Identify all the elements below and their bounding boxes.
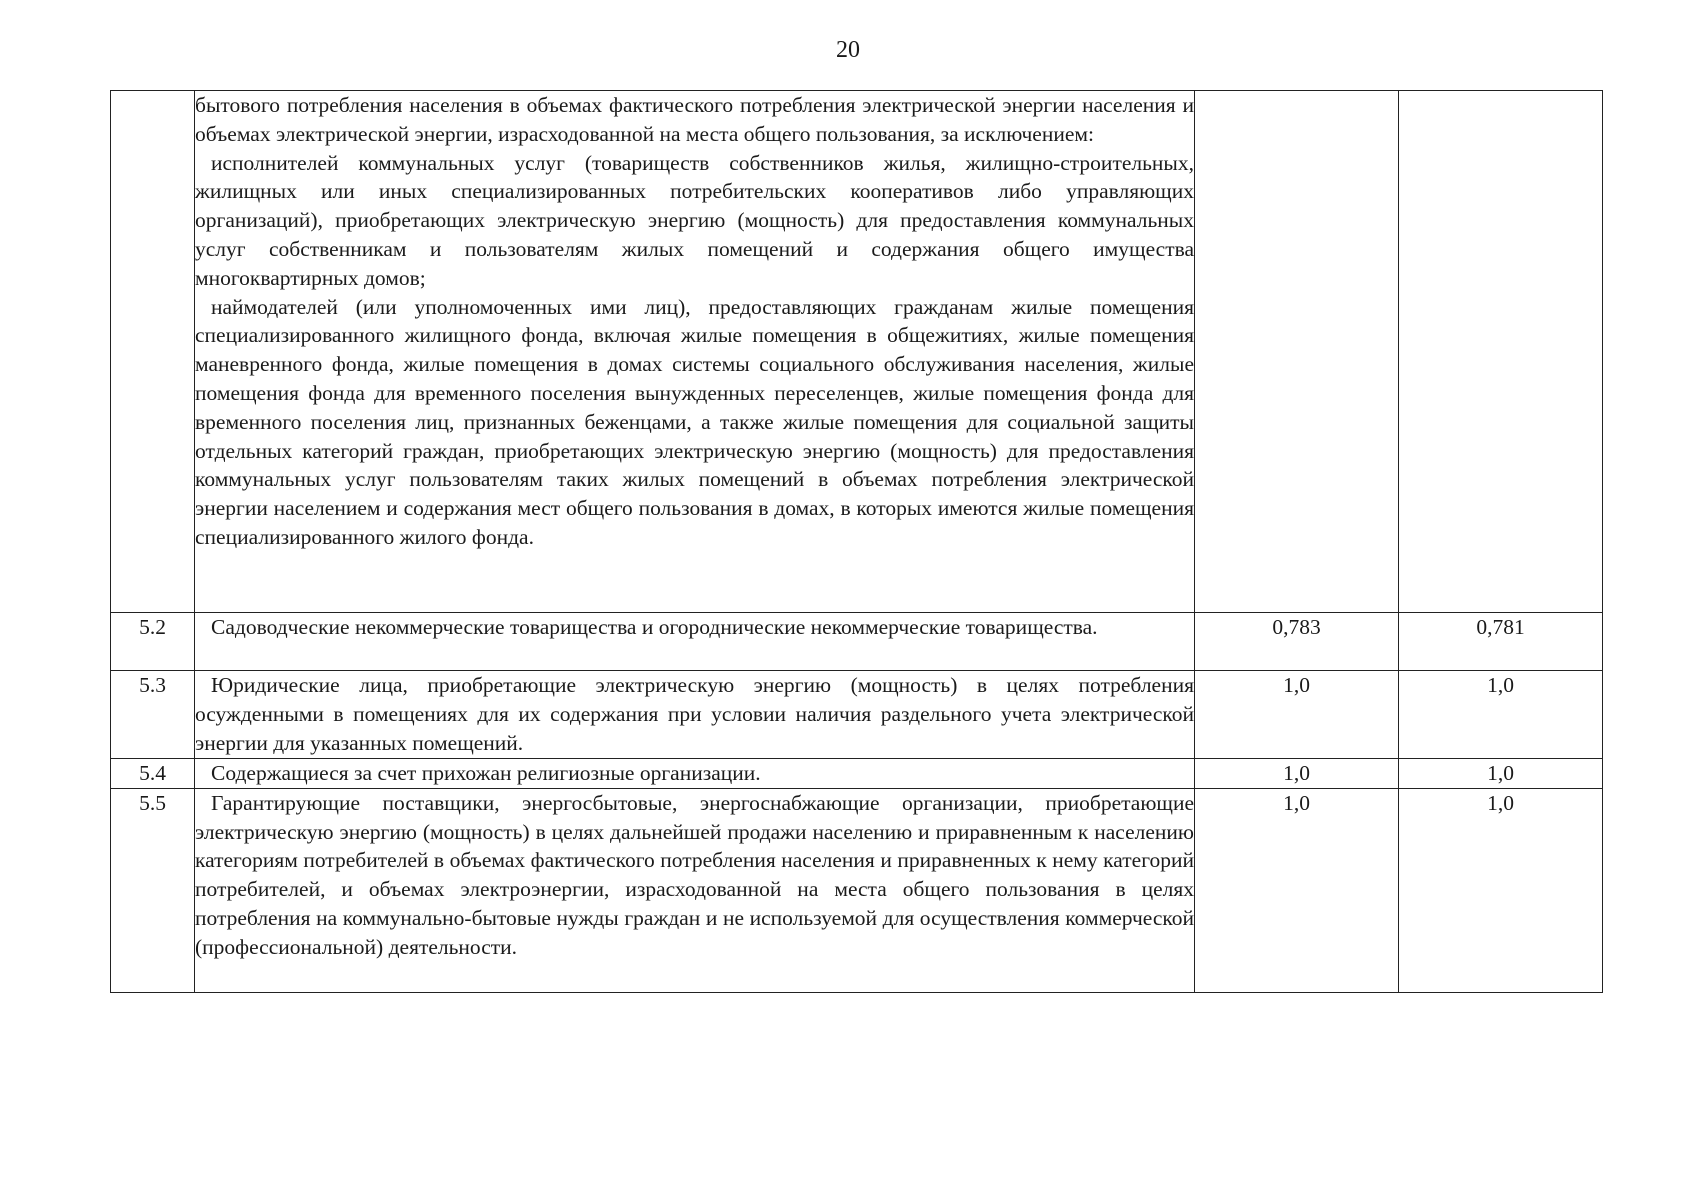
- row-value-2: 1,0: [1399, 788, 1603, 992]
- row-description: [195, 671, 1195, 759]
- description-text: Садоводческие некоммерческие товарищества и огороднические некоммерческие товарищества.: [211, 615, 1098, 639]
- row-number: 5.5: [111, 788, 195, 992]
- table-row: [111, 613, 1603, 671]
- row-value-1: 1,0: [1195, 759, 1399, 789]
- description-paragraph: исполнителей коммунальных услуг (товариществ собственников жилья, жилищно-строительных, жилищных или иных специализированных потребительских кооперативов либо управляющих организаций), приобретающих электрическую энергию (мощность) для предоставления коммунальных услуг собственникам и пользователям жилых помещений и содержания общего имущества многоквартирных домов;: [195, 150, 1194, 290]
- row-number: 5.2: [111, 613, 195, 671]
- row-value-2: 1,0: [1399, 671, 1603, 759]
- row-description: [195, 91, 1195, 613]
- row-description: [195, 788, 1195, 992]
- row-value-1: 1,0: [1195, 671, 1399, 759]
- row-value-1: 0,783: [1195, 613, 1399, 671]
- description-text: Юридические лица, приобретающие электрическую энергию (мощность) в целях потребления осужденными в помещениях для их содержания при условии наличия раздельного учета электрической энергии для указанных помещений.: [195, 673, 1194, 755]
- row-description: [195, 613, 1195, 671]
- row-value-2: 1,0: [1399, 759, 1603, 789]
- row-number: 5.4: [111, 759, 195, 789]
- row-description: [195, 759, 1195, 789]
- page-number: 20: [836, 37, 860, 63]
- tariff-coefficients-table: [110, 90, 1603, 993]
- table-row: [111, 91, 1603, 613]
- row-value-1: 1,0: [1195, 788, 1399, 992]
- row-value-2: [1399, 91, 1603, 613]
- row-number: 5.3: [111, 671, 195, 759]
- description-text: Гарантирующие поставщики, энергосбытовые, энергоснабжающие организации, приобретающие электрическую энергию (мощность) в целях дальнейшей продажи населению и приравненным к населению категориям потребителей в объемах фактического потребления населения и приравненных к нему категорий потребителей, и объемах электроэнергии, израсходованной на места общего пользования в целях потребления на коммунально-бытовые нужды граждан и не используемой для осуществления коммерческой (профессиональной) деятельности.: [195, 790, 1194, 959]
- row-number: [111, 91, 195, 613]
- description-paragraph: бытового потребления населения в объемах фактического потребления электрической энергии населения и объемах электрической энергии, израсходованной на места общего пользования, за исключением:: [195, 93, 1194, 146]
- row-value-2: 0,781: [1399, 613, 1603, 671]
- table-row: [111, 759, 1603, 789]
- table-row: [111, 671, 1603, 759]
- table-row: [111, 788, 1603, 992]
- description-paragraph: наймодателей (или уполномоченных ими лиц), предоставляющих гражданам жилые помещения специализированного жилищного фонда, включая жилые помещения в общежитиях, жилые помещения маневренного фонда, жилые помещения в домах системы социального обслуживания населения, жилые помещения фонда для временного поселения вынужденных переселенцев, жилые помещения фонда для временного поселения лиц, признанных беженцами, а также жилые помещения для социальной защиты отдельных категорий граждан, приобретающих электрическую энергию (мощность) для предоставления коммунальных услуг пользователям таких жилых помещений в объемах потребления электрической энергии населением и содержания мест общего пользования в домах, в которых имеются жилые помещения специализированного жилого фонда.: [195, 294, 1194, 549]
- row-value-1: [1195, 91, 1399, 613]
- description-text: Содержащиеся за счет прихожан религиозные организации.: [211, 761, 761, 785]
